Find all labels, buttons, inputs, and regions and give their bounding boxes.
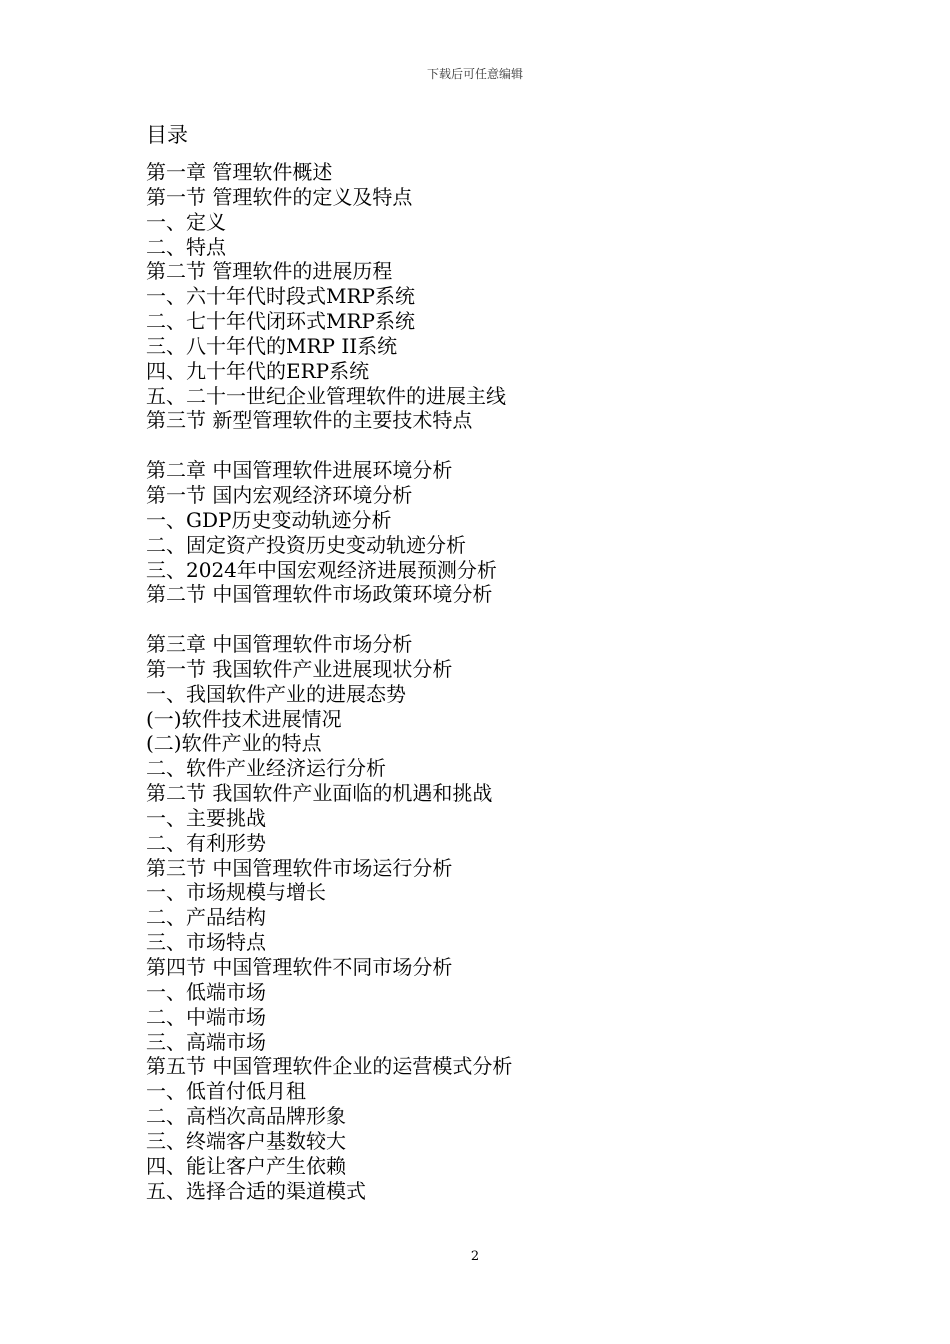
toc-entry: 二、七十年代闭环式MRP系统: [146, 309, 415, 334]
toc-entry: 三、2024年中国宏观经济进展预测分析: [146, 557, 497, 582]
toc-entry: 二、高档次高品牌形象: [146, 1104, 346, 1129]
toc-entry: 第三节 新型管理软件的主要技术特点: [146, 408, 473, 433]
toc-entry: 三、市场特点: [146, 930, 266, 955]
toc-entry: 一、低首付低月租: [146, 1079, 306, 1104]
toc-entry: 第二章 中国管理软件进展环境分析: [146, 458, 453, 483]
toc-list: [146, 160, 866, 1203]
toc-entry: 一、定义: [146, 209, 226, 234]
toc-entry: 二、有利形势: [146, 830, 266, 855]
toc-entry: 第五节 中国管理软件企业的运营模式分析: [146, 1054, 513, 1079]
toc-entry: 第三章 中国管理软件市场分析: [146, 632, 413, 657]
toc-entry: (一)软件技术进展情况: [146, 706, 342, 731]
toc-entry: 第四节 中国管理软件不同市场分析: [146, 955, 453, 979]
toc-entry: 第三节 中国管理软件市场运行分析: [146, 855, 453, 880]
toc-entry: 一、我国软件产业的进展态势: [146, 681, 406, 706]
toc-entry: 一、市场规模与增长: [146, 880, 326, 905]
toc-entry: 第一节 管理软件的定义及特点: [146, 184, 413, 209]
toc-entry: 四、能让客户产生依赖: [146, 1153, 346, 1178]
toc-entry: 二、特点: [146, 234, 226, 259]
toc-entry: 第二节 我国软件产业面临的机遇和挑战: [146, 781, 493, 806]
toc-entry: 二、中端市场: [146, 1004, 266, 1029]
toc-entry: 三、高端市场: [146, 1029, 266, 1054]
toc-entry: 三、八十年代的MRP II系统: [146, 333, 398, 358]
table-of-contents: [146, 122, 866, 1203]
toc-entry: 四、九十年代的ERP系统: [146, 358, 370, 383]
toc-entry: 第一章 管理软件概述: [146, 160, 333, 184]
toc-entry: 一、主要挑战: [146, 805, 266, 830]
toc-entry: 二、固定资产投资历史变动轨迹分析: [146, 532, 466, 557]
toc-entry: 二、产品结构: [146, 905, 266, 930]
toc-entry: 第一节 国内宏观经济环境分析: [146, 482, 413, 507]
toc-entry: 第二节 管理软件的进展历程: [146, 259, 393, 284]
toc-entry: 五、选择合适的渠道模式: [146, 1178, 366, 1203]
page-header: 下载后可任意编辑: [426, 67, 523, 81]
page-number: 2: [470, 1249, 480, 1264]
toc-entry: 第一节 我国软件产业进展现状分析: [146, 656, 453, 681]
toc-entry: 一、低端市场: [146, 979, 266, 1004]
toc-spacer: [146, 433, 866, 458]
toc-spacer: [146, 607, 866, 632]
toc-entry: 二、软件产业经济运行分析: [146, 756, 386, 781]
toc-entry: 五、二十一世纪企业管理软件的进展主线: [146, 383, 506, 408]
toc-entry: 三、终端客户基数较大: [146, 1128, 346, 1153]
toc-entry: 第二节 中国管理软件市场政策环境分析: [146, 582, 493, 607]
toc-entry: 一、GDP历史变动轨迹分析: [146, 507, 392, 532]
toc-title: 目录: [146, 123, 188, 147]
toc-entry: 一、六十年代时段式MRP系统: [146, 284, 415, 309]
toc-entry: (二)软件产业的特点: [146, 731, 322, 756]
